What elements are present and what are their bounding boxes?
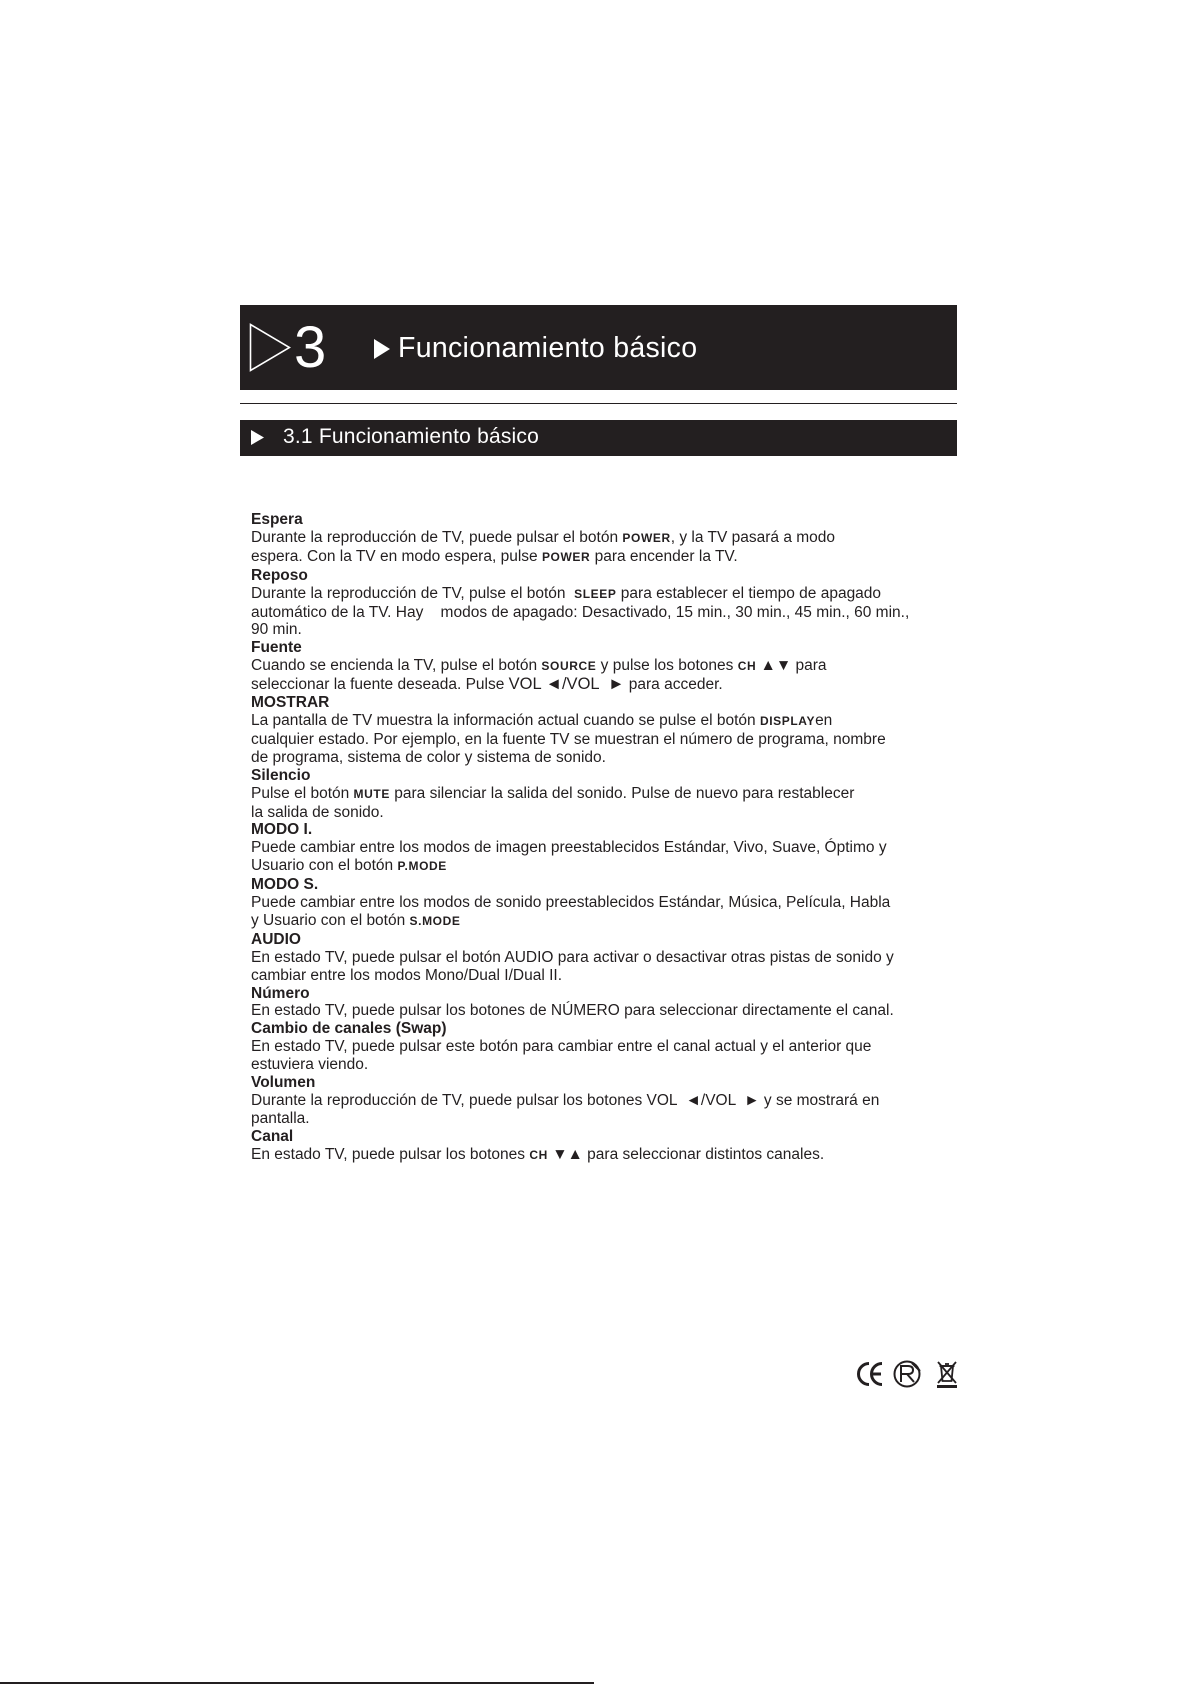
entry-line xyxy=(251,621,981,639)
body-text: 90 min. xyxy=(251,621,302,639)
entry-heading: Cambio de canales (Swap) xyxy=(251,1020,447,1038)
body-text: ▼▲ para seleccionar distintos canales. xyxy=(547,1145,825,1163)
body-text: seleccionar la fuente deseada. Pulse xyxy=(251,676,509,694)
entry-line xyxy=(251,894,981,912)
body-text: la salida de sonido. xyxy=(251,803,384,821)
body-text: En estado TV, puede pulsar el botón AUDIO para activar o desactivar otras pistas de sonido y xyxy=(251,948,894,966)
body-text: y Usuario con el botón xyxy=(251,911,410,929)
divider xyxy=(240,403,957,404)
body-text: La pantalla de TV muestra la información actual cuando se pulse el botón xyxy=(251,711,760,729)
button-name-label: MUTE xyxy=(353,786,390,801)
entry-line xyxy=(251,749,981,767)
entry-line xyxy=(251,1110,981,1128)
entry-line xyxy=(251,604,981,622)
body-text: En estado TV, puede pulsar los botones xyxy=(251,1145,530,1163)
volume-keys-label: VOL ◄/VOL ► xyxy=(508,675,625,694)
body-text: Pulse el botón xyxy=(251,784,354,802)
entry-line xyxy=(251,712,981,731)
bottom-rule xyxy=(0,1682,594,1684)
entry-line xyxy=(251,785,981,804)
body-text: para silenciar la salida del sonido. Pulse de nuevo para restablecer xyxy=(389,784,855,802)
weee-crossed-bin-icon xyxy=(937,1362,957,1388)
body-text: Durante la reproducción de TV, pulse el botón xyxy=(251,584,575,602)
chapter-header xyxy=(240,305,957,390)
ce-mark-icon xyxy=(859,1364,883,1385)
body-content xyxy=(251,511,981,1165)
entry-heading: Número xyxy=(251,984,310,1002)
entry-line xyxy=(251,804,981,822)
body-text: para establecer el tiempo de apagado xyxy=(616,584,882,602)
body-text: cambiar entre los modos Mono/Dual I/Dual II. xyxy=(251,966,562,984)
button-name-label: SLEEP xyxy=(574,586,617,601)
body-text: en xyxy=(815,711,833,729)
entry-line xyxy=(251,967,981,985)
entry-block xyxy=(251,1074,981,1128)
entry-line xyxy=(251,839,981,857)
button-name-label: DISPLAY xyxy=(759,713,816,728)
entry-block xyxy=(251,1020,981,1074)
body-text: estuviera viendo. xyxy=(251,1056,369,1074)
entry-line xyxy=(251,1002,981,1020)
entry-heading: Volumen xyxy=(251,1074,316,1092)
body-text: y pulse los botones xyxy=(596,657,738,675)
body-text: ▲▼ para xyxy=(756,657,827,675)
body-text: Usuario con el botón xyxy=(251,857,398,875)
body-text: Cuando se encienda la TV, pulse el botón xyxy=(251,657,542,675)
entry-heading: Espera xyxy=(251,511,303,528)
entry-block xyxy=(251,767,981,822)
chapter-title: Funcionamiento básico xyxy=(398,332,698,364)
entry-heading: MOSTRAR xyxy=(251,694,330,712)
entry-block xyxy=(251,931,981,985)
body-text: En estado TV, puede pulsar los botones de NÚMERO para seleccionar directamente el canal. xyxy=(251,1002,894,1020)
body-text: Puede cambiar entre los modos de sonido preestablecidos Estándar, Música, Película, Habla xyxy=(251,894,891,912)
button-name-label: P.MODE xyxy=(397,859,447,874)
body-text: , y la TV pasará a modo xyxy=(670,528,836,546)
button-name-label: POWER xyxy=(622,530,671,545)
entry-heading: Fuente xyxy=(251,639,302,657)
entry-line xyxy=(251,1092,981,1110)
button-name-label: CH xyxy=(529,1147,548,1162)
body-text: espera. Con la TV en modo espera, pulse xyxy=(251,547,542,565)
entry-line xyxy=(251,657,981,676)
certification-marks xyxy=(852,1359,958,1389)
body-text: para encender la TV. xyxy=(590,547,738,565)
entry-heading: Canal xyxy=(251,1127,294,1145)
body-text: En estado TV, puede pulsar este botón para cambiar entre el canal actual y el anterior que xyxy=(251,1038,872,1056)
body-text: Puede cambiar entre los modos de imagen preestablecidos Estándar, Vivo, Suave, Óptimo y xyxy=(251,839,887,857)
entry-line xyxy=(251,1146,981,1165)
entry-block xyxy=(251,985,981,1021)
entry-block xyxy=(251,511,981,567)
button-name-label: SOURCE xyxy=(541,659,597,674)
body-text: cualquier estado. Por ejemplo, en la fuente TV se muestran el número de programa, nombre xyxy=(251,730,886,748)
entry-line xyxy=(251,585,981,604)
entry-heading: AUDIO xyxy=(251,930,301,948)
entry-block xyxy=(251,821,981,876)
entry-line xyxy=(251,1056,981,1074)
entry-line xyxy=(251,676,981,694)
entry-line xyxy=(251,548,981,567)
section-header xyxy=(240,420,957,456)
entry-line xyxy=(251,949,981,967)
entry-heading: MODO S. xyxy=(251,876,319,894)
button-name-label: S.MODE xyxy=(409,913,461,928)
entry-line xyxy=(251,731,981,749)
body-text: pantalla. xyxy=(251,1109,310,1127)
body-text: para acceder. xyxy=(624,676,723,694)
section-title: 3.1 Funcionamiento básico xyxy=(283,425,539,448)
chapter-outline-triangle-icon xyxy=(249,323,291,372)
entry-block xyxy=(251,639,981,694)
play-triangle-icon xyxy=(374,339,390,359)
button-name-label: POWER xyxy=(541,549,591,564)
body-text: Durante la reproducción de TV, puede pulsar el botón xyxy=(251,528,623,546)
body-text: Durante la reproducción de TV, puede pulsar los botones VOL ◄/VOL ► y se mostrará en xyxy=(251,1092,880,1109)
body-text: de programa, sistema de color y sistema de sonido. xyxy=(251,748,606,766)
entry-line xyxy=(251,857,981,876)
play-triangle-icon xyxy=(251,430,264,445)
entry-line xyxy=(251,1038,981,1056)
entry-block xyxy=(251,567,981,640)
entry-block xyxy=(251,1128,981,1165)
entry-heading: Silencio xyxy=(251,766,311,784)
entry-line xyxy=(251,912,981,931)
entry-block xyxy=(251,694,981,767)
r-certification-mark-icon xyxy=(895,1362,921,1387)
entry-heading: MODO I. xyxy=(251,821,313,839)
entry-line xyxy=(251,529,981,548)
chapter-number: 3 xyxy=(294,315,327,380)
body-text: automático de la TV. Hay modos de apagado: Desactivado, 15 min., 30 min., 45 min., 60 min., xyxy=(251,603,910,621)
entry-block xyxy=(251,876,981,931)
entry-heading: Reposo xyxy=(251,566,308,584)
button-name-label: CH xyxy=(737,659,757,674)
